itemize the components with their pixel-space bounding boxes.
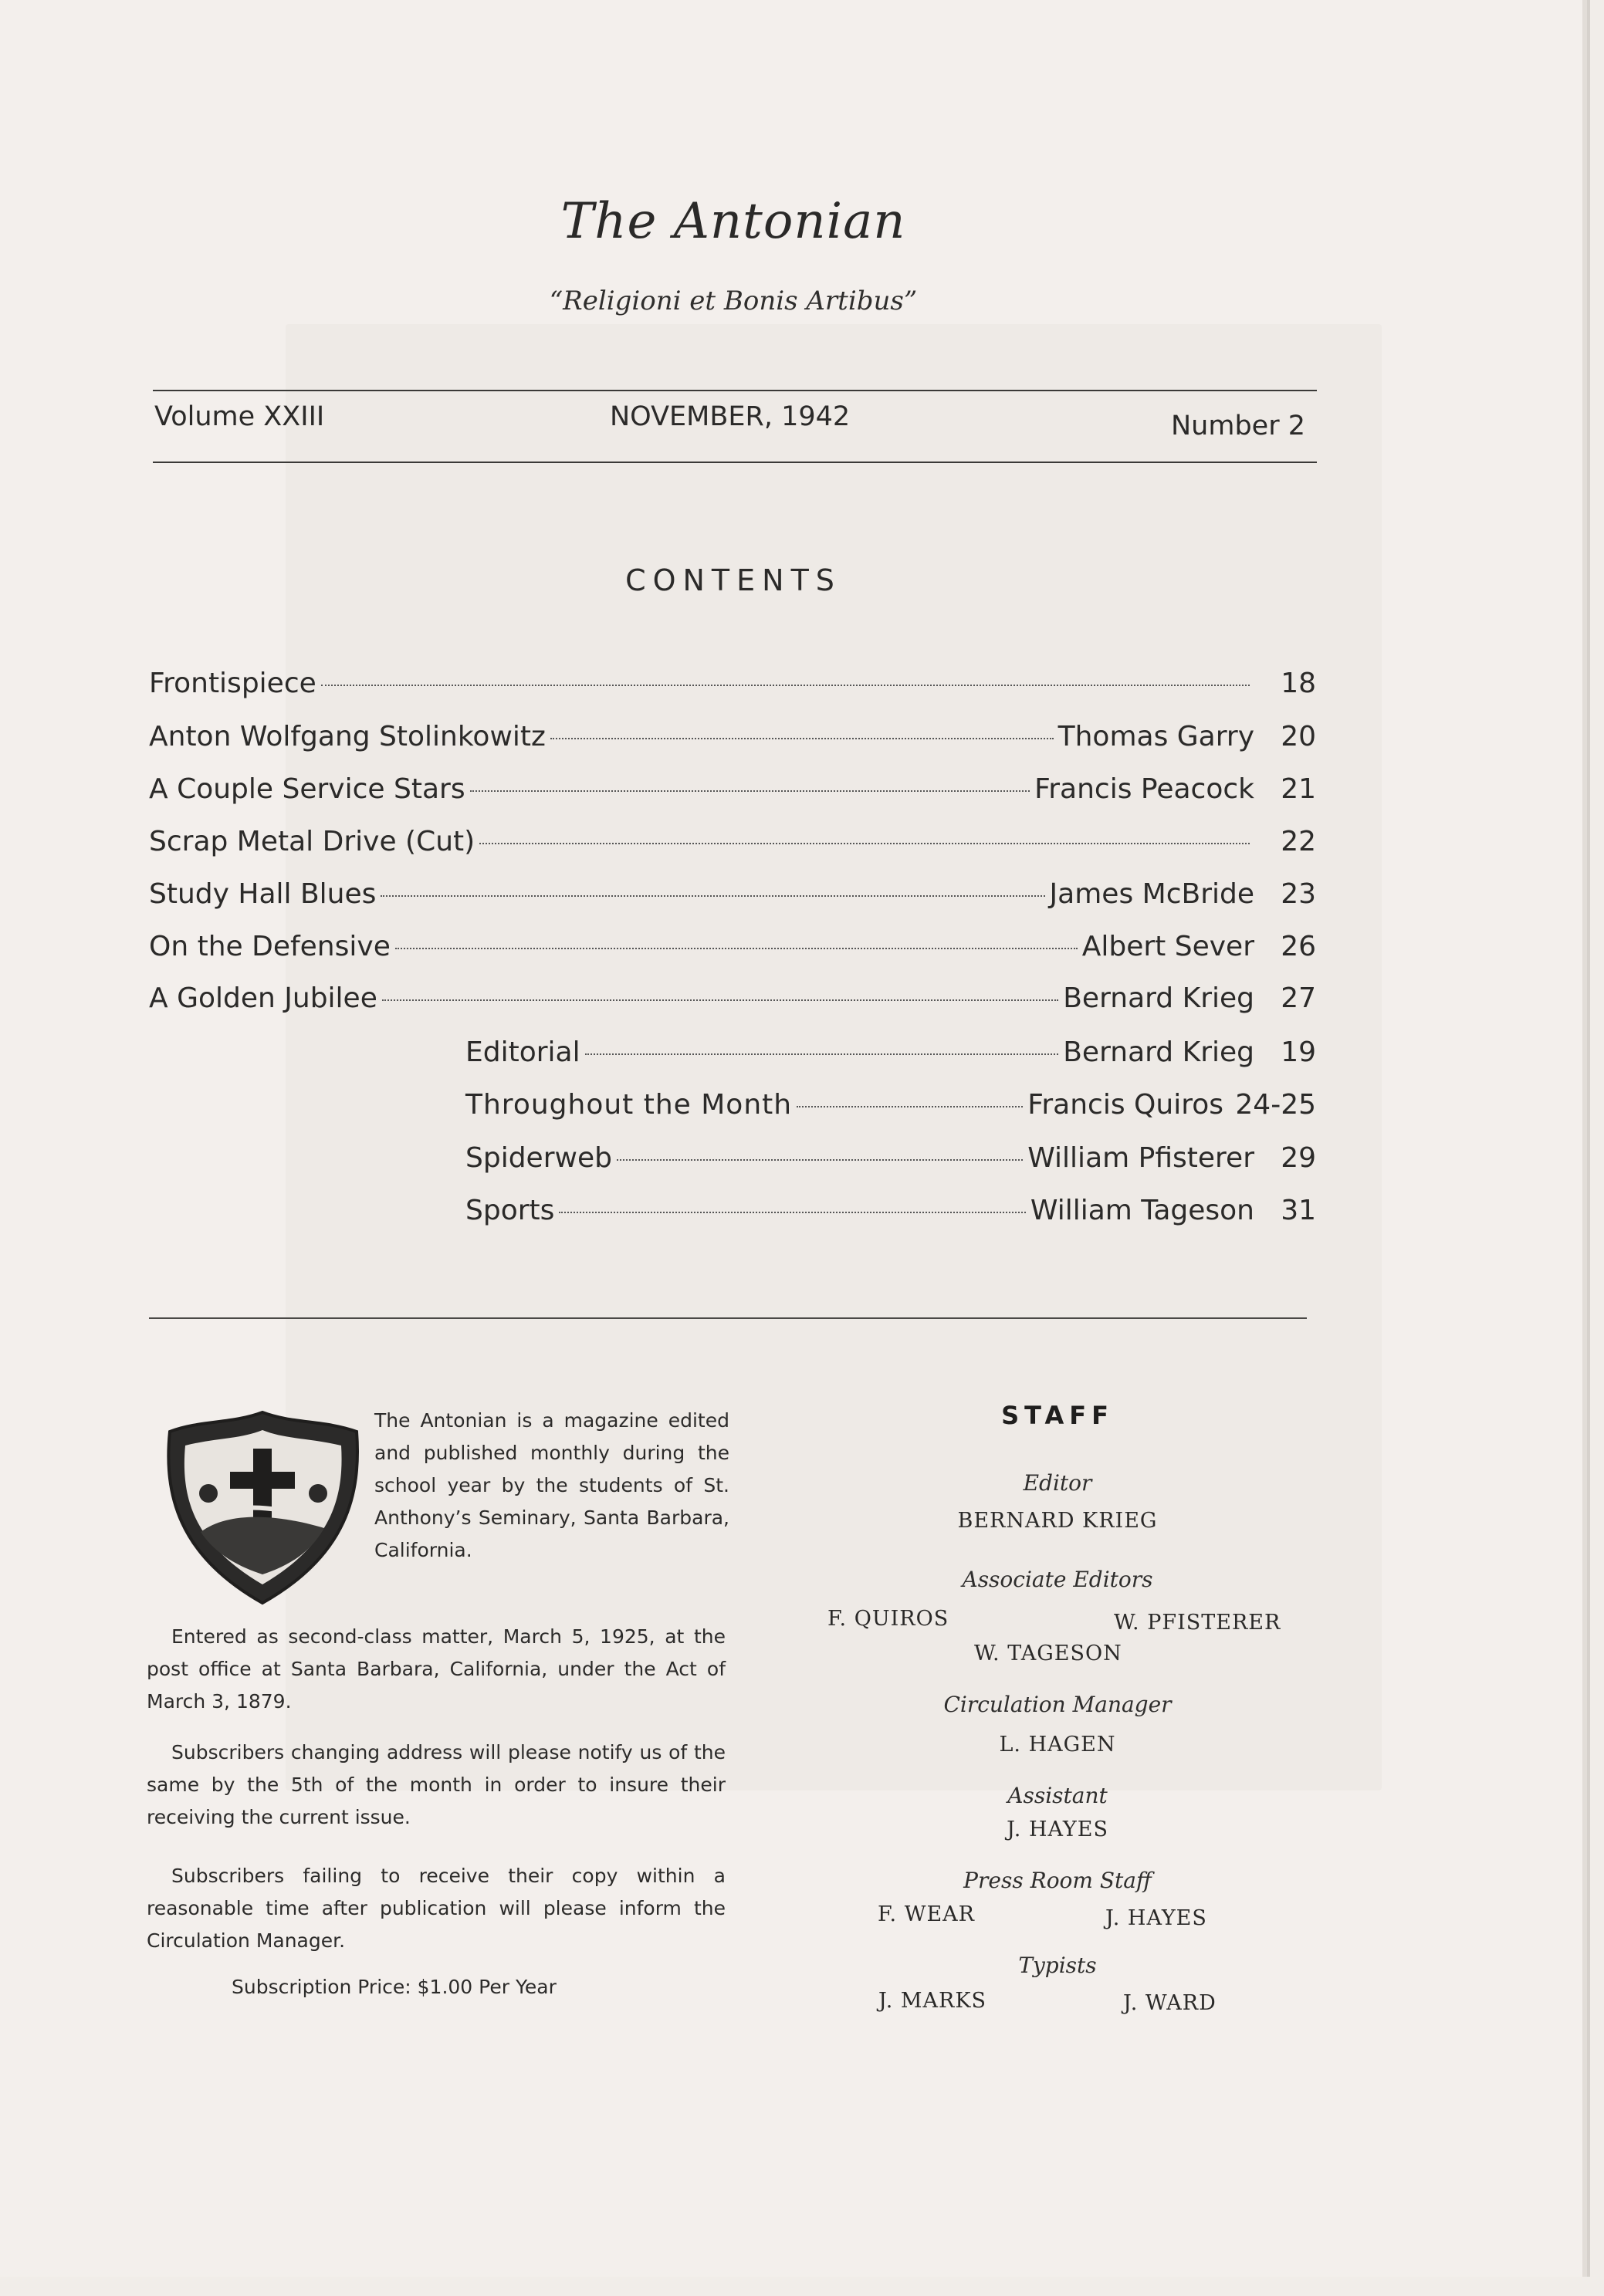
toc-author: William Pfisterer <box>1027 1142 1254 1174</box>
toc-title: Frontispiece <box>149 668 316 699</box>
issue-date: NOVEMBER, 1942 <box>610 401 851 432</box>
staff-role-press-room: Press Room Staff <box>963 1868 1152 1893</box>
dot-leader <box>381 895 1044 897</box>
staff-name-assistant: J. HAYES <box>1007 1818 1108 1841</box>
staff-name-press-room: F. WEAR <box>878 1902 975 1926</box>
postal-entry-notice: Entered as second-class matter, March 5, 1925, at the post office at Santa Barbara, California, under the Act of March 3, 1879. <box>147 1625 726 1713</box>
toc-item <box>149 668 1316 706</box>
toc-item <box>465 1089 1316 1128</box>
section-divider <box>149 1317 1307 1319</box>
seminary-crest-seal <box>154 1401 371 1617</box>
toc-item <box>149 773 1316 812</box>
dot-leader <box>585 1053 1059 1055</box>
dot-leader <box>559 1212 1026 1213</box>
toc-author: Thomas Garry <box>1057 721 1254 752</box>
staff-heading: STAFF <box>1001 1401 1114 1430</box>
toc-item <box>149 878 1316 917</box>
toc-page: 19 <box>1281 1036 1316 1068</box>
subscription-price: Subscription Price: $1.00 Per Year <box>232 1976 557 1998</box>
staff-role-typists: Typists <box>1018 1953 1097 1978</box>
staff-name-editor: BERNARD KRIEG <box>957 1509 1158 1533</box>
dot-leader <box>797 1106 1023 1107</box>
address-change-notice: Subscribers changing address will please notify us of the same by the 5th of the month in order to insure their receiving the current issue. <box>147 1741 726 1828</box>
missing-copy-notice: Subscribers failing to receive their copy within a reasonable time after publication will please inform the Circulation Manager. <box>147 1865 726 1952</box>
staff-role-circulation: Circulation Manager <box>943 1692 1172 1717</box>
toc-title: Anton Wolfgang Stolinkowitz <box>149 721 546 752</box>
toc-page: 24-25 <box>1235 1089 1316 1121</box>
toc-title: Editorial <box>465 1036 580 1068</box>
toc-title: Scrap Metal Drive (Cut) <box>149 826 475 857</box>
toc-author: Bernard Krieg <box>1063 1036 1254 1068</box>
staff-role-editor: Editor <box>1023 1470 1092 1496</box>
toc-page: 31 <box>1281 1195 1316 1226</box>
toc-page: 23 <box>1281 878 1316 910</box>
staff-name-press-room: J. HAYES <box>1105 1906 1207 1930</box>
issue-number: Number 2 <box>1171 411 1305 441</box>
toc-item <box>149 826 1316 864</box>
magazine-title: The Antonian <box>560 193 906 250</box>
toc-item <box>149 982 1316 1021</box>
staff-name-typist: J. WARD <box>1123 1991 1217 2015</box>
toc-item <box>465 1195 1316 1233</box>
toc-title: On the Defensive <box>149 931 391 962</box>
toc-author: William Tageson <box>1030 1195 1254 1226</box>
toc-author: Francis Quiros <box>1027 1089 1223 1121</box>
toc-page: 27 <box>1281 982 1316 1014</box>
volume-label: Volume XXIII <box>154 401 325 432</box>
toc-title: Study Hall Blues <box>149 878 377 910</box>
dot-leader <box>550 738 1054 739</box>
toc-author: Albert Sever <box>1081 931 1254 962</box>
toc-page: 26 <box>1281 931 1316 962</box>
toc-title: Spiderweb <box>465 1142 612 1174</box>
toc-title: A Couple Service Stars <box>149 773 465 805</box>
header-rule-bottom <box>153 462 1317 463</box>
toc-title: Throughout the Month <box>465 1089 793 1121</box>
toc-item <box>149 931 1316 969</box>
publication-description: The Antonian is a magazine edited and published monthly during the school year by the students of St. Anthony’s Seminary, Santa Barbara, California. <box>374 1409 729 1561</box>
toc-page: 21 <box>1281 773 1316 805</box>
dot-leader <box>470 790 1030 792</box>
toc-item <box>465 1036 1316 1075</box>
staff-role-associate: Associate Editors <box>962 1567 1153 1592</box>
toc-title: A Golden Jubilee <box>149 982 377 1014</box>
staff-name-associate: F. QUIROS <box>827 1607 949 1631</box>
toc-author: Bernard Krieg <box>1063 982 1254 1014</box>
toc-page: 20 <box>1281 721 1316 752</box>
toc-author: Francis Peacock <box>1034 773 1254 805</box>
toc-page: 22 <box>1281 826 1316 857</box>
staff-name-associate: W. PFISTERER <box>1114 1611 1281 1635</box>
magazine-motto: “Religioni et Bonis Artibus” <box>549 286 918 316</box>
contents-heading: CONTENTS <box>625 563 841 597</box>
staff-name-typist: J. MARKS <box>878 1989 987 2013</box>
dot-leader <box>479 843 1250 844</box>
dot-leader <box>395 948 1078 949</box>
staff-name-circulation: L. HAGEN <box>999 1733 1116 1757</box>
toc-page: 18 <box>1281 668 1316 699</box>
toc-item <box>465 1142 1316 1181</box>
toc-item <box>149 721 1316 759</box>
dot-leader <box>617 1159 1023 1161</box>
toc-page: 29 <box>1281 1142 1316 1174</box>
staff-name-associate: W. TAGESON <box>974 1642 1122 1665</box>
toc-title: Sports <box>465 1195 555 1226</box>
toc-author: James McBride <box>1049 878 1254 910</box>
header-rule-top <box>153 390 1317 391</box>
dot-leader <box>382 999 1058 1001</box>
dot-leader <box>321 685 1250 686</box>
staff-role-assistant: Assistant <box>1007 1783 1108 1808</box>
